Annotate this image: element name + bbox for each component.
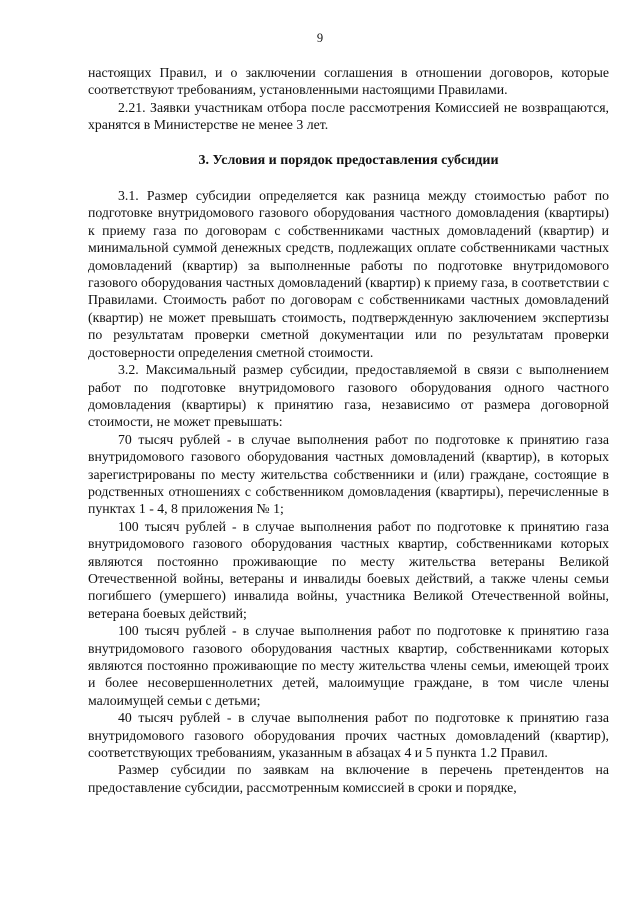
paragraph-2-21: 2.21. Заявки участникам отбора после рассмотрения Комиссией не возвращаются, хранятся в Министерстве не менее 3 лет.: [88, 99, 609, 133]
section-heading: 3. Условия и порядок предоставления субсидии: [198, 152, 499, 168]
paragraph-70k: 70 тысяч рублей - в случае выполнения работ по подготовке к принятию газа внутридомового газового оборудования частных домовладений (квартир), в которых зарегистрированы по месту жительства собственники и (или) граждане, состоящие в родственных отношениях с собственником домовладения (квартиры), перечисленные в пунктах 1 - 4, 8 приложения № 1;: [88, 431, 609, 517]
page-number: 9: [316, 31, 324, 45]
paragraph-40k: 40 тысяч рублей - в случае выполнения работ по подготовке к принятию газа внутридомового газового оборудования прочих частных домовладений (квартир), соответствующих требованиям, указанным в абзацах 4 и 5 пункта 1.2 Правил.: [88, 710, 609, 761]
paragraph-3-1: 3.1. Размер субсидии определяется как разница между стоимостью работ по подготовке внутридомового газового оборудования частного домовладения (квартиры) к приему газа по договорам с собственниками частных домовладений (квартир) и минимальной суммой денежных средств, подлежащих оплате собственниками частных домовладений (квартир) за выполненные работы по подготовке внутридомового газового оборудования частных домовладений (квартир) к приему газа, в соответствии с Правилами. Стоимость работ по договорам с собственниками частных домовладений (квартир) не может превышать стоимость, подтвержденную заключением экспертизы по результатам проверки сметной документации или по результатам проверки достоверности определения сметной стоимости.: [88, 188, 609, 360]
paragraph-3-2: 3.2. Максимальный размер субсидии, предоставляемой в связи с выполнением работ по подготовке внутридомового газового оборудования одного частного домовладения (квартиры) к принятию газа, независимо от размера договорной стоимости, не может превышать:: [88, 362, 609, 430]
paragraph-100k-veterans: 100 тысяч рублей - в случае выполнения работ по подготовке к принятию газа внутридомового газового оборудования частных квартир, собственниками которых являются постоянно проживающие по месту жительства ветераны Великой Отечественной войны, ветераны и инвалиды боевых действий, а также члены семьи погибшего (умершего) инвалида войны, участника Великой Отечественной войны, ветерана боевых действий;: [88, 518, 609, 621]
document-body: [88, 64, 609, 796]
paragraph-subsidy-size: Размер субсидии по заявкам на включение в перечень претендентов на предоставление субсидии, рассмотренным комиссией в сроки и порядке,: [88, 762, 609, 795]
paragraph-100k-families: 100 тысяч рублей - в случае выполнения работ по подготовке к принятию газа внутридомового газового оборудования частных квартир, собственниками которых являются постоянно проживающие по месту жительства члены семьи, имеющей троих и более несовершеннолетних детей, малоимущие граждане, в том числе члены малоимущей семьи с детьми;: [88, 623, 609, 708]
paragraph-continuation: настоящих Правил, и о заключении соглашения в отношении договоров, которые соответствуют требованиям, установленными настоящими Правилами.: [88, 65, 609, 98]
